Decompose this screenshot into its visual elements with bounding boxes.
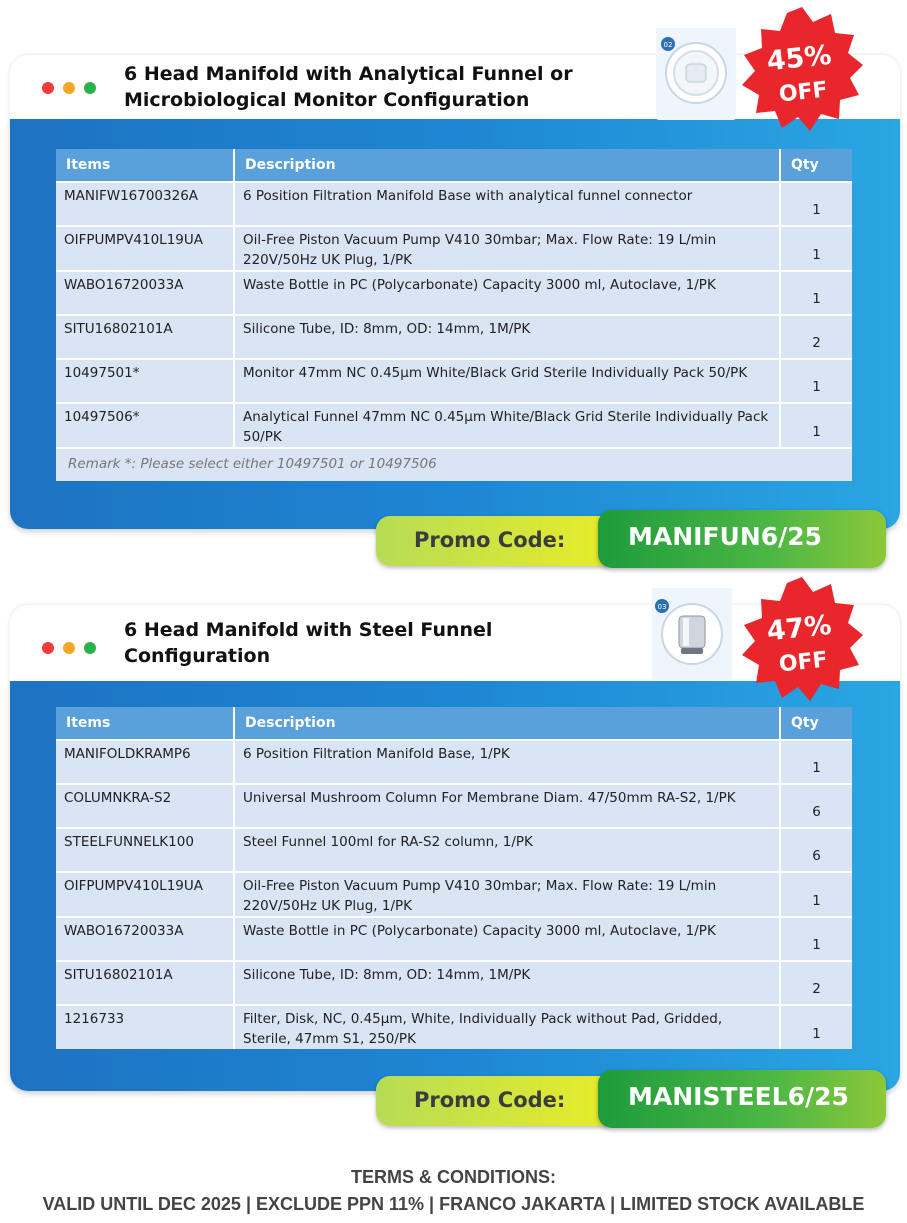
item-code: STEELFUNNELK100 xyxy=(56,828,234,872)
item-description: 6 Position Filtration Manifold Base with analytical funnel connector xyxy=(234,182,780,226)
item-code: COLUMNKRA-S2 xyxy=(56,784,234,828)
window-dots xyxy=(42,642,96,654)
red-dot-icon xyxy=(42,82,54,94)
item-qty: 1 xyxy=(780,271,852,315)
terms-details: VALID UNTIL DEC 2025 | EXCLUDE PPN 11% | FRANCO JAKARTA | LIMITED STOCK AVAILABLE xyxy=(42,1194,865,1214)
starburst-badge-icon xyxy=(738,5,866,133)
yellow-dot-icon xyxy=(63,82,75,94)
item-description: Oil-Free Piston Vacuum Pump V410 30mbar; Max. Flow Rate: 19 L/min 220V/50Hz UK Plug, 1/PK xyxy=(234,872,780,917)
red-dot-icon xyxy=(42,642,54,654)
card-title xyxy=(124,617,644,669)
remark-text: Remark *: Please select either 10497501 or 10497506 xyxy=(56,448,852,481)
promo-label: Promo Code: xyxy=(414,528,566,552)
item-qty: 1 xyxy=(780,1005,852,1049)
remark-row xyxy=(56,448,852,481)
green-dot-icon xyxy=(84,82,96,94)
table-header-row xyxy=(56,149,852,182)
promo-code: MANIFUN6/25 xyxy=(628,522,823,551)
item-qty: 1 xyxy=(780,226,852,271)
card-body xyxy=(10,119,900,529)
title-line-2: Microbiological Monitor Configuration xyxy=(124,89,530,111)
title-line-2: Configuration xyxy=(124,645,271,667)
item-qty: 1 xyxy=(780,403,852,448)
item-code: WABO16720033A xyxy=(56,271,234,315)
items-table xyxy=(56,149,852,481)
table-row xyxy=(56,271,852,315)
table-row xyxy=(56,359,852,403)
green-dot-icon xyxy=(84,642,96,654)
steel-funnel-icon xyxy=(652,588,732,680)
item-code: MANIFW16700326A xyxy=(56,182,234,226)
header-qty: Qty xyxy=(780,707,852,740)
item-qty: 1 xyxy=(780,740,852,784)
table-row xyxy=(56,403,852,448)
title-line-1: 6 Head Manifold with Steel Funnel xyxy=(124,619,493,641)
item-code: OIFPUMPV410L19UA xyxy=(56,872,234,917)
terms-heading: TERMS & CONDITIONS: xyxy=(351,1167,556,1187)
item-description: 6 Position Filtration Manifold Base, 1/PK xyxy=(234,740,780,784)
table-row xyxy=(56,828,852,872)
badge-percent: 45% xyxy=(765,39,833,78)
discount-badge-2 xyxy=(738,575,866,703)
item-description: Filter, Disk, NC, 0.45µm, White, Individually Pack without Pad, Gridded, Sterile, 47mm S1, 250/PK xyxy=(234,1005,780,1049)
promo-label: Promo Code: xyxy=(414,1088,566,1112)
header-qty: Qty xyxy=(780,149,852,182)
starburst-badge-icon xyxy=(738,575,866,703)
item-code: 10497501* xyxy=(56,359,234,403)
header-items: Items xyxy=(56,707,234,740)
table-header-row xyxy=(56,707,852,740)
card-title xyxy=(124,61,644,113)
table-row xyxy=(56,872,852,917)
table-row xyxy=(56,784,852,828)
promo-label-box xyxy=(376,516,608,566)
promo-code-banner-1 xyxy=(376,510,888,570)
item-code: 10497506* xyxy=(56,403,234,448)
item-qty: 1 xyxy=(780,872,852,917)
promo-code-box xyxy=(598,510,886,568)
table-row xyxy=(56,917,852,961)
table-row xyxy=(56,226,852,271)
header-items: Items xyxy=(56,149,234,182)
item-description: Universal Mushroom Column For Membrane Diam. 47/50mm RA-S2, 1/PK xyxy=(234,784,780,828)
yellow-dot-icon xyxy=(63,642,75,654)
item-description: Silicone Tube, ID: 8mm, OD: 14mm, 1M/PK xyxy=(234,961,780,1005)
table-row xyxy=(56,182,852,226)
badge-off: OFF xyxy=(777,647,829,678)
header-description: Description xyxy=(234,707,780,740)
card-body xyxy=(10,681,900,1091)
table-row xyxy=(56,315,852,359)
item-code: MANIFOLDKRAMP6 xyxy=(56,740,234,784)
item-description: Silicone Tube, ID: 8mm, OD: 14mm, 1M/PK xyxy=(234,315,780,359)
promo-label-box xyxy=(376,1076,608,1126)
header-description: Description xyxy=(234,149,780,182)
thumbnail-tag: 02 xyxy=(663,41,673,49)
item-qty: 1 xyxy=(780,359,852,403)
table-row xyxy=(56,961,852,1005)
terms-and-conditions xyxy=(0,1164,907,1218)
table-row xyxy=(56,740,852,784)
item-code: OIFPUMPV410L19UA xyxy=(56,226,234,271)
item-description: Steel Funnel 100ml for RA-S2 column, 1/PK xyxy=(234,828,780,872)
item-description: Waste Bottle in PC (Polycarbonate) Capacity 3000 ml, Autoclave, 1/PK xyxy=(234,271,780,315)
funnel-connector-icon xyxy=(656,28,736,120)
item-qty: 6 xyxy=(780,784,852,828)
product-thumbnail-2 xyxy=(652,588,732,680)
product-thumbnail-1 xyxy=(656,28,736,120)
item-code: 1216733 xyxy=(56,1005,234,1049)
item-qty: 2 xyxy=(780,315,852,359)
badge-off: OFF xyxy=(777,77,829,108)
item-description: Analytical Funnel 47mm NC 0.45µm White/Black Grid Sterile Individually Pack 50/PK xyxy=(234,403,780,448)
item-description: Oil-Free Piston Vacuum Pump V410 30mbar; Max. Flow Rate: 19 L/min 220V/50Hz UK Plug, 1/PK xyxy=(234,226,780,271)
items-table xyxy=(56,707,852,1049)
item-qty: 6 xyxy=(780,828,852,872)
item-description: Monitor 47mm NC 0.45µm White/Black Grid Sterile Individually Pack 50/PK xyxy=(234,359,780,403)
item-qty: 1 xyxy=(780,917,852,961)
item-qty: 1 xyxy=(780,182,852,226)
discount-badge-1 xyxy=(738,5,866,133)
badge-percent: 47% xyxy=(765,609,833,648)
window-dots xyxy=(42,82,96,94)
title-line-1: 6 Head Manifold with Analytical Funnel or xyxy=(124,63,573,85)
thumbnail-tag: 03 xyxy=(657,603,667,611)
promo-code-banner-2 xyxy=(376,1070,888,1130)
table-row xyxy=(56,1005,852,1049)
item-code: SITU16802101A xyxy=(56,315,234,359)
promo-code: MANISTEEL6/25 xyxy=(628,1082,849,1111)
promo-code-box xyxy=(598,1070,886,1128)
item-code: WABO16720033A xyxy=(56,917,234,961)
item-qty: 2 xyxy=(780,961,852,1005)
item-code: SITU16802101A xyxy=(56,961,234,1005)
item-description: Waste Bottle in PC (Polycarbonate) Capacity 3000 ml, Autoclave, 1/PK xyxy=(234,917,780,961)
